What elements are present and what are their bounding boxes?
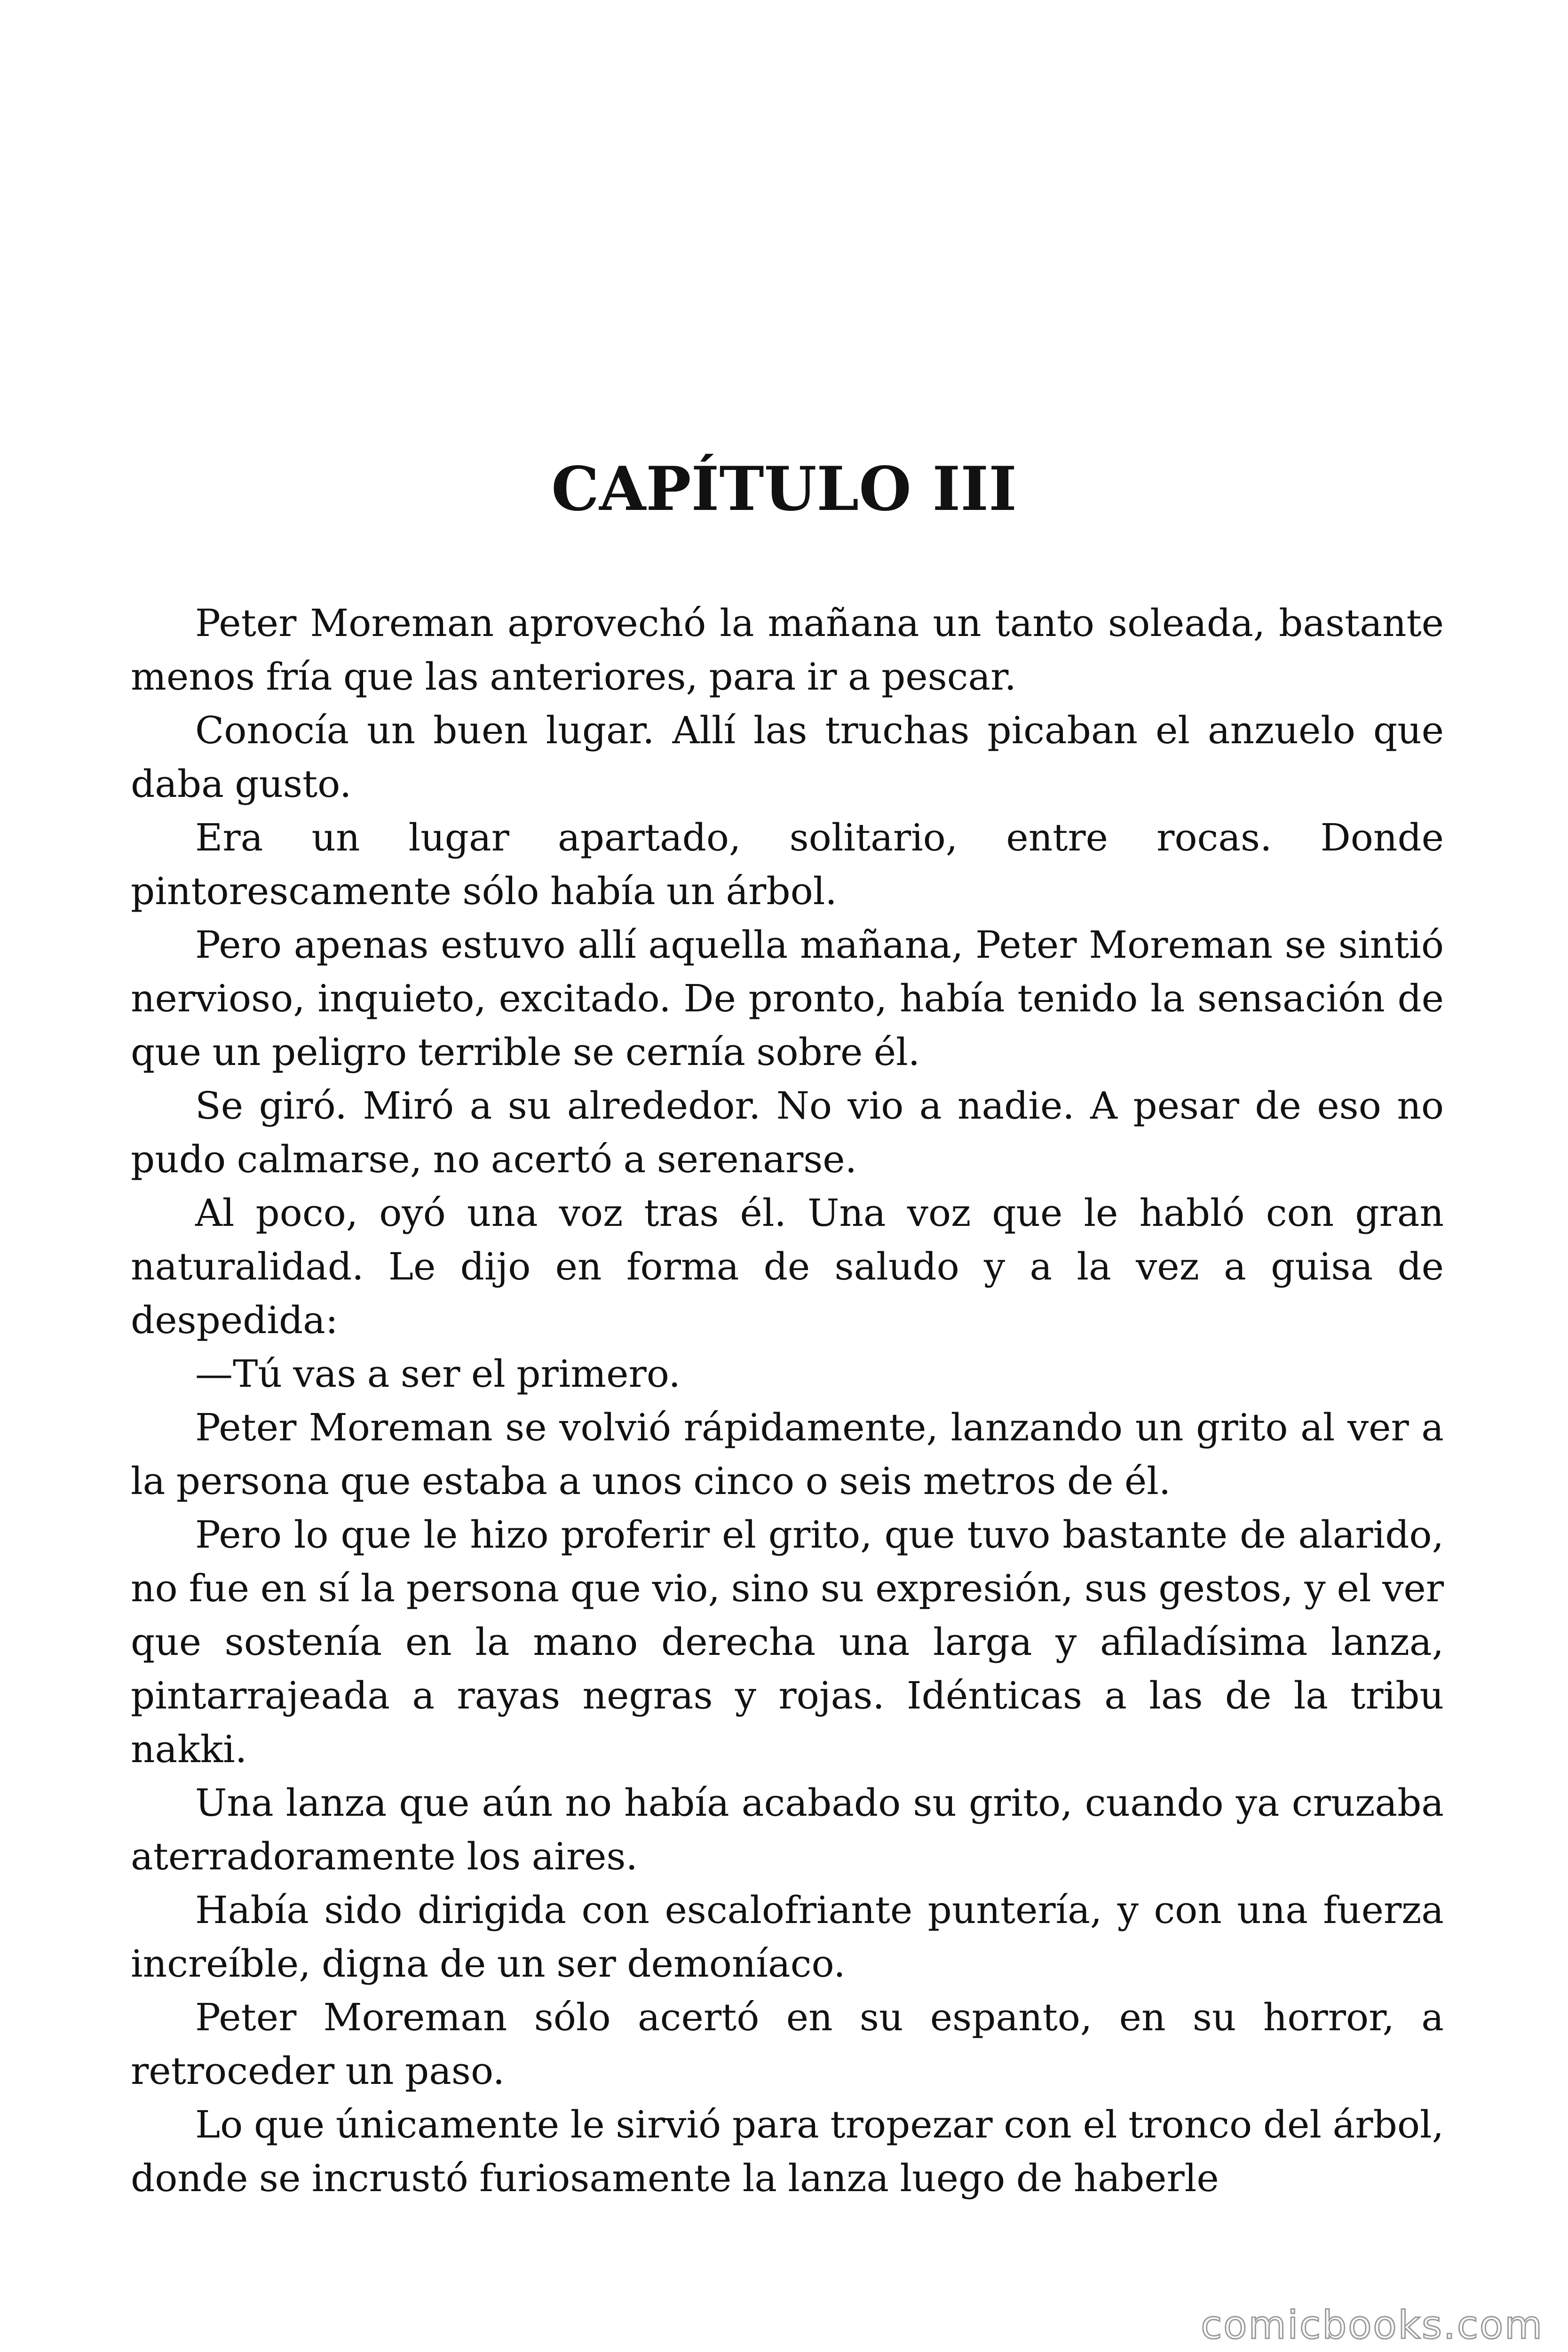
paragraph: Peter Moreman se volvió rápidamente, lanzando un grito al ver a la persona que estaba a unos cinco o seis metros de él.	[131, 1406, 1444, 1503]
chapter-body	[131, 596, 1444, 2205]
paragraph: Lo que únicamente le sirvió para tropezar con el tronco del árbol, donde se incrustó furiosamente la lanza luego de haberle	[131, 2103, 1444, 2200]
chapter-title: CAPÍTULO III	[551, 454, 1017, 524]
paragraph: Pero lo que le hizo proferir el grito, que tuvo bastante de alarido, no fue en sí la persona que vio, sino su expresión, sus gestos, y el ver que sostenía en la mano derecha una larga y afiladísima lanza, pintarrajeada a rayas negras y rojas. Idénticas a las de la tribu nakki.	[131, 1513, 1444, 1771]
paragraph: Peter Moreman aprovechó la mañana un tanto soleada, bastante menos fría que las anteriores, para ir a pescar.	[131, 601, 1444, 699]
paragraph: Conocía un buen lugar. Allí las truchas picaban el anzuelo que daba gusto.	[131, 708, 1444, 806]
paragraph: Peter Moreman sólo acertó en su espanto, en su horror, a retroceder un paso.	[131, 1995, 1444, 2093]
paragraph: Era un lugar apartado, solitario, entre rocas. Donde pintorescamente sólo había un árbol.	[131, 816, 1444, 913]
paragraph: Se giró. Miró a su alrededor. No vio a nadie. A pesar de eso no pudo calmarse, no acertó a serenarse.	[131, 1084, 1444, 1181]
paragraph: Una lanza que aún no había acabado su grito, cuando ya cruzaba aterradoramente los aires.	[131, 1781, 1444, 1878]
paragraph: Pero apenas estuvo allí aquella mañana, Peter Moreman se sintió nervioso, inquieto, excitado. De pronto, había tenido la sensación de que un peligro terrible se cernía sobre él.	[131, 923, 1444, 1074]
paragraph: Al poco, oyó una voz tras él. Una voz que le habló con gran naturalidad. Le dijo en forma de saludo y a la vez a guisa de despedida:	[131, 1191, 1444, 1342]
watermark: comicbooks.com	[1201, 2303, 1544, 2348]
paragraph: Había sido dirigida con escalofriante puntería, y con una fuerza increíble, digna de un ser demoníaco.	[131, 1888, 1444, 1986]
dialogue-line: —Tú vas a ser el primero.	[195, 1352, 681, 1396]
